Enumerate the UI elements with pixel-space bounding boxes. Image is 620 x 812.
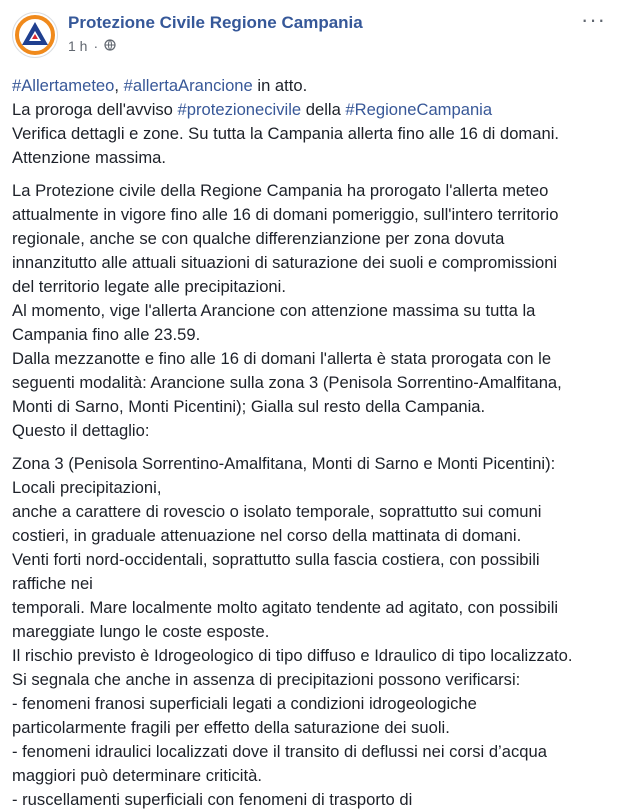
post-text-line [12, 476, 612, 500]
protezione-civile-logo-icon [13, 13, 57, 57]
post-text: maggiori può determinare criticità. [12, 766, 262, 785]
post-text-line [12, 644, 612, 668]
post-text-line [12, 692, 612, 716]
post-text-line [12, 524, 612, 548]
post-text: Venti forti nord-occidentali, soprattutto sulla fascia costiera, con possibili [12, 550, 540, 569]
avatar[interactable] [12, 12, 58, 58]
post-text: Questo il dettaglio: [12, 421, 150, 440]
post-text: - fenomeni idraulici localizzati dove il transito di deflussi nei corsi d’acqua [12, 742, 547, 761]
post-text-line [12, 347, 612, 371]
post-text-line [12, 500, 612, 524]
post-text-line [12, 323, 612, 347]
post-meta [68, 38, 116, 54]
post-text: Locali precipitazioni, [12, 478, 162, 497]
post-text: in atto. [252, 76, 308, 95]
post-timestamp[interactable]: 1 h [68, 38, 88, 54]
post-text-line [12, 548, 612, 572]
post-text: Il rischio previsto è Idrogeologico di tipo diffuso e Idraulico di tipo localizzato. [12, 646, 573, 665]
post-text: La Protezione civile della Regione Campania ha prorogato l'allerta meteo [12, 181, 549, 200]
post-text-line [12, 788, 612, 812]
post-paragraph [12, 452, 612, 812]
post-text-line [12, 98, 612, 122]
page-author-name[interactable]: Protezione Civile Regione Campania [68, 13, 363, 32]
post-text: anche a carattere di rovescio o isolato temporale, soprattutto sui comuni [12, 502, 542, 521]
post-text: - ruscellamenti superficiali con fenomeni di trasporto di [12, 790, 413, 809]
post-text: La proroga dell'avviso [12, 100, 178, 119]
globe-icon[interactable] [104, 38, 116, 54]
post-text-line [12, 227, 612, 251]
post-text: regionale, anche se con qualche differenzianzione per zona dovuta [12, 229, 505, 248]
hashtag-link[interactable]: #protezionecivile [177, 100, 302, 119]
post-text-line [12, 275, 612, 299]
meta-separator: · [93, 38, 99, 54]
post-text: Monti di Sarno, Monti Picentini); Gialla sul resto della Campania. [12, 397, 486, 416]
post-text-line [12, 740, 612, 764]
post-text-line [12, 395, 612, 419]
post-text-line [12, 371, 612, 395]
post-text-line [12, 572, 612, 596]
post-text-line [12, 764, 612, 788]
post-text: della [301, 100, 346, 119]
post-text-line [12, 122, 612, 146]
hashtag-link[interactable]: #Allertameteo [12, 76, 115, 95]
post-text: particolarmente fragili per effetto della saturazione dei suoli. [12, 718, 450, 737]
post-text: innanzitutto alle attuali situazioni di saturazione dei suoli e compromissioni [12, 253, 558, 272]
post-text: costieri, in graduale attenuazione nel corso della mattinata di domani. [12, 526, 522, 545]
post-text-line [12, 179, 612, 203]
post-text-line [12, 620, 612, 644]
post-text: Verifica dettagli e zone. Su tutta la Campania allerta fino alle 16 di domani. [12, 124, 560, 143]
post-text: del territorio legate alle precipitazioni. [12, 277, 286, 296]
post-paragraph [12, 74, 612, 170]
post-paragraph [12, 179, 612, 443]
hashtag-link[interactable]: #allertaArancione [123, 76, 253, 95]
paragraph-gap [12, 443, 612, 452]
post-text: temporali. Mare localmente molto agitato tendente ad agitato, con possibili [12, 598, 559, 617]
post-text: Si segnala che anche in assenza di precipitazioni possono verificarsi: [12, 670, 521, 689]
post-text-line [12, 596, 612, 620]
post-text-line [12, 74, 612, 98]
post-text: - fenomeni franosi superficiali legati a condizioni idrogeologiche [12, 694, 477, 713]
post-text: Zona 3 (Penisola Sorrentino-Amalfitana, Monti di Sarno e Monti Picentini): [12, 454, 556, 473]
post-text: Campania fino alle 23.59. [12, 325, 201, 344]
post-text-line [12, 452, 612, 476]
post-body [12, 74, 612, 812]
post-text-line [12, 419, 612, 443]
post-text-line [12, 299, 612, 323]
post-text: attualmente in vigore fino alle 16 di domani pomeriggio, sull'intero territorio [12, 205, 559, 224]
post-text: raffiche nei [12, 574, 93, 593]
post-text: Attenzione massima. [12, 148, 167, 167]
post-text: mareggiate lungo le coste esposte. [12, 622, 270, 641]
more-options-icon[interactable]: ··· [581, 7, 606, 32]
post-text-line [12, 668, 612, 692]
post-text: Al momento, vige l'allerta Arancione con attenzione massima su tutta la [12, 301, 536, 320]
paragraph-gap [12, 170, 612, 179]
post-text-line [12, 203, 612, 227]
post-text-line [12, 251, 612, 275]
post-text: , [114, 76, 124, 95]
post-header [0, 0, 620, 66]
post-text-line [12, 146, 612, 170]
post-text: seguenti modalità: Arancione sulla zona 3 (Penisola Sorrentino-Amalfitana, [12, 373, 562, 392]
hashtag-link[interactable]: #RegioneCampania [345, 100, 493, 119]
post-text-line [12, 716, 612, 740]
post-text: Dalla mezzanotte e fino alle 16 di domani l'allerta è stata prorogata con le [12, 349, 552, 368]
